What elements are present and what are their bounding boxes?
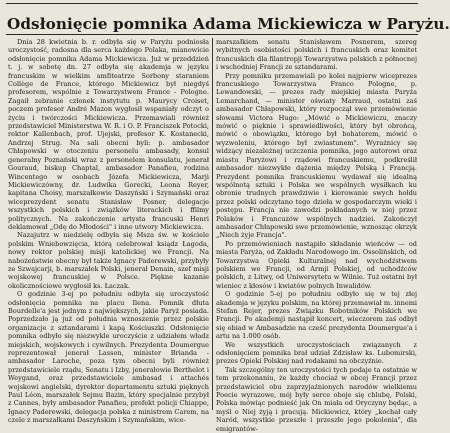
paragraph: Przy pomniku przemawiali po kolei najpierw wiceprezes francuskiego Towarzystwa Franco Pologne, p. Lewandowski, — prezes rady miejskiej miasta Paryża Lemarchand, — minister oświaty Marraud, ostatni zaś ambasador Chłapowski, który rozpoczął swe przemówienie słowami Victora Hugo: „Mówić o Mickiewiczu, znaczy mówić o pięknie i sprawiedliwości, który był obrońcą, mówić o obowiązku, którego był bohaterem, mówić o wyzwoleniu, którego był zwiastunem". Wyrażnicy się widzący niezależnej uczczenia pomnika, jego autorowi oraz miastu Paryżowi i rządowi francuskiemu, podkreślił ambasador niezwykłe dążenia między Polską i Francją. Prezydent pomnika francuskiemu wydawał się idealną wspólnotą sztuki i Polska we wspólnych wysiłkach ku obronie trudnych prawdziwie i kierowanie swych hołdu przez polski odczytano tego dzieła w gospodarczym wieki i postępu. Francja nie zawodzi pokładanych w niej przez Polaków i Francuzów wspólnych nadziei. Zakończył ambasador Chłapowski swe przemówienie, wznosząc okrzyk „Niech żyje Francja". (216, 71, 417, 240)
right-column (216, 38, 417, 433)
column-divider (212, 38, 213, 410)
left-column (8, 38, 209, 425)
article-title: Odsłonięcie pomnika Adama Mickiewicza w Paryżu. (7, 15, 450, 33)
paragraph: We wszystkich uroczystościach związanych z odsłonięciem pomnika brał udział Zdzisław ks. Lubomirski, prezes Opieki Polskiej nad rodakami na obczyźnie. (216, 340, 417, 366)
paragraph: Tak szczególny ten uroczystości tych podaje ta ostatnie w tem przekonaniu, że każdy chociaż w obcej Francji przez przedstawiciel obu zaprzyjaźnionych narodów wielkiemu Poecie wyrazowe, mój były serce oboje się chlubę, Polski, Polska mówiąc podnieść jak On miała od Oryczyny będąc, a myśl o Niej żyją i pracują. Mickiewicz, który „kochał cały Naród, wszystkie przeszłe i przeszłe jego pokolenia", dla emigrantów- (216, 365, 417, 433)
paragraph: Nazajutrz w niedzielę odbyła się Msza św. w kościele polskim Wniebowzięcia, którą celebrował ksiądz Łagoda, nowy rektor polskiej misji katolickiej we Francji. Na nabożeństwie obecny był także Ignacy Paderewski, przybyły ze Szwajcarji, b. marszałek Polski, jenerał Denain, szef misji wojskowej francuskiej w Polsce. Piękne kazanie okolicznościowe wygłosił ks. Łaczak. (8, 231, 209, 290)
paragraph: O godzinie 3-ej po południu odbyła się uroczystość odsłonięcia pomnika na placu Ilena. Pomnik dłuta Bourdelle'a jest jednym z największych, jakie Paryż posiada. Poprzedzało ją już od południa wznoszenie przez polskie organizacje z sztandarami i kapą Kościuszki. Odsłonięcie pomnika odbyło się niezwykle uroczyście z udziałem władz miejskich, wojskowych i cywilnych. Prezydenta Doumergue reprezentował jenerał Lasson, minister Brianda - ambasador Laroche, poza tym obecni byli również przedstawiciele rządu, Senatu i Izby, jenerałowie Berthelot i Weygand, oraz przedstawiciele ambasad i attachés wojskowi angielski, dyrektor departamentu sztuki pięknych Paul Léon, marszałek Sejmu Bazin, który specjalnie przybył z Cannes, były ambasador Panafieu, prefekt policji Chiappe, Ignacy Paderewski, delegacja polska z ministrem Carem, na czele z marszałkami Daszyńskim i Szymańskim, wice- (8, 290, 209, 425)
top-rule (6, 3, 418, 4)
paragraph: marszałkiem senatu Stanisławem Posnerem, szereg wybitnych osobistości polskich i francuskich oraz komitet francuskich dla filantropji Towarzystwa polskich z północnej i wschodniej Francji ze sztandarami. (216, 38, 417, 72)
paragraph: O godzinie 5-ej po południu odbyło się w tej złej akademja w języku polskim, na której przemawiał m. innemi Stefan Rejer, prezes Związku Robotników Polskich we Francji. Po akademji nastąpił koncert, wieczorem zaś odbył się obiad w Ambasadzie na cześć prezydenta Doumergue'a i artu na 1.000 osób. (216, 290, 417, 341)
article-body (8, 38, 417, 433)
paragraph: Po przemówieniach nastąpiło składanie wieńców — od miasta Paryża, od Zakładu Narodowego im. Ossolińskich, od Towarzystwa Opieki Kulturalnej nad wychodźstwem polskiem we Francji, od Armji Polskiej, od uchodźców polskich, z Litwy, od Uniwersytetu w Wilnie. Tuż ostatni był wieniec z kłosów i kwiatów polnych Inwalidów. (216, 239, 417, 290)
paragraph: Dnia 28 kwietnia b. r. odbyła się w Paryżu podniosła uroczystość, radosna dla serca każdego Polaka, mianowicie odsłonięcie pomnika Adama Mickiewicza. Już w przeddzień t. j. w sobotę dn. 27 odbyła się akademja w języku francuskim w wielkim amfiteatrze Sorbony staraniem Collège de France, którego Mickiewicz był niegdyś profesorem, wspólnie z Towarzystwem France - Pologne. Zagaił zebranie członek instytutu p. Maurycy Croiset, poczem profesor André Mazon wygłosił wspaniały odczyt o życiu i twórczości Mickiewicza. Przemawiali również przedstawiciel Ministerstwa W. R. i O. P. Franciszek Potocki, rektor Kallenbach, prof. Ujejski, profesor K. Kostanecki, Andrzej Strug. Na sali obecni byli: p. ambasador Chłapowski w otoczeniu personelu ambasady, konsul generalny Poznański wraz z personelem konsulatu, jenerał Gouraud, biskup Chaptal, ambasador Panafieu, rodzina Wincentego w osobach Józefa Mickiewicza, Marji Mickiewiczówny, dr. Ludwika Gorecki, Leona Reyer, kapitana Choisy, marszałkowie Daszyński i Szymański oraz wiceprezydent senatu Stanisław Posner, delegacje wszystkich polskich i zwiążków literackich i ffilmy politycznych. Na zakończenie artysta francuski Henri deklamował „Odę do Młodości" i inne utwory Mickiewicza. (8, 38, 209, 231)
title-rule (6, 34, 418, 35)
